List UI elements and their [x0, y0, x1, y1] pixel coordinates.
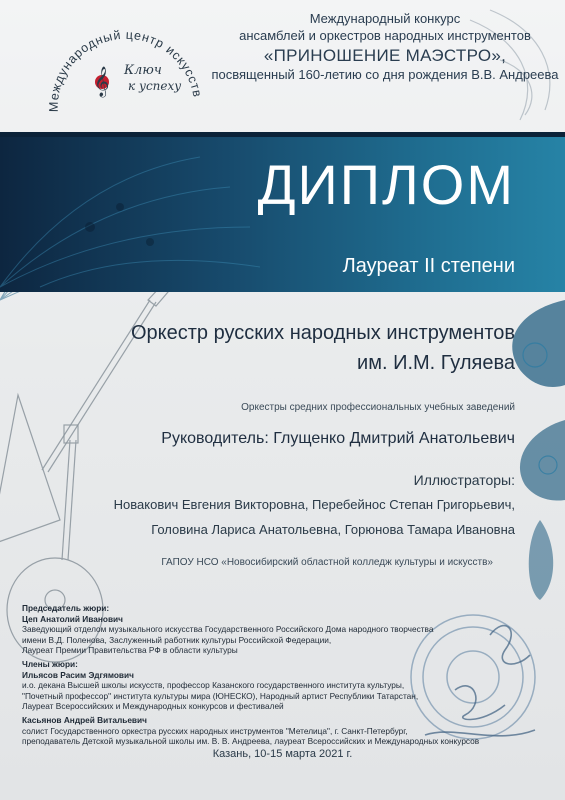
illustrators-line2: Головина Лариса Анатольевна, Горюнова Тамара Ивановна	[151, 522, 515, 537]
ornament-right-swirl	[512, 300, 565, 600]
orchestra-line2: им. И.М. Гуляева	[357, 352, 515, 374]
illustrators-heading: Иллюстраторы:	[413, 472, 515, 488]
treble-clef-icon	[94, 66, 109, 98]
chair-line1: Заведующий отделом музыкального искусства Государственного Российского Дома народного творчества	[22, 624, 434, 635]
logo	[36, 4, 216, 124]
leader: Руководитель: Глущенко Дмитрий Анатольевич	[161, 430, 515, 447]
chair-name: Цеп Анатолий Иванович	[22, 613, 123, 624]
member2-name: Касьянов Андрей Витальевич	[22, 714, 147, 725]
member2-line1: солист Государственного оркестра русских народных инструментов "Метелица", г. Санкт-Петербург,	[22, 725, 408, 736]
place-date: Казань, 10-15 марта 2021 г.	[212, 748, 353, 760]
orchestra-line1: Оркестр русских народных инструментов	[130, 322, 515, 344]
chair-heading: Председатель жюри:	[22, 603, 110, 613]
laureate-degree: Лауреат II степени	[342, 255, 515, 277]
header-line1: Международный конкурс	[309, 11, 461, 26]
chair-line3: Лауреат Премии Правительства РФ в области культуры	[22, 645, 238, 656]
member1-name: Ильясов Расим Эдгямович	[22, 669, 134, 680]
member2-line2: преподаватель Детской музыкальной школы им. В. В. Андреева, лауреат Всероссийских и Международных конкурсов	[22, 736, 480, 747]
orchestra-name	[35, 318, 515, 378]
diploma-title: ДИПЛОМ	[257, 153, 515, 216]
header-line2: ансамблей и оркестров народных инструментов	[239, 28, 531, 43]
svg-text:𝄞: 𝄞	[94, 67, 110, 97]
members-heading: Члены жюри:	[22, 658, 78, 669]
contest-header	[210, 10, 560, 83]
contest-name: «ПРИНОШЕНИЕ МАЭСТРО»,	[263, 46, 507, 65]
chair-line2: имени В.Д. Поленова, Заслуженный работник культуры Российской Федерации,	[22, 634, 332, 645]
illustrators-line1: Новакович Евгения Викторовна, Перебейнос Степан Григорьевич,	[113, 497, 515, 512]
member1-line3: Лауреат Всероссийских и Международных конкурсов и фестивалей	[22, 701, 284, 712]
header-line4: посвященный 160-летию со дня рождения В.В. Андреева	[211, 67, 559, 82]
member1-line1: и.о. декана Высшей школы искусств, профессор Казанского государственного института культуры,	[22, 680, 405, 691]
logo-script-2: к успеху	[128, 79, 182, 93]
logo-script-1: Ключ	[124, 63, 162, 78]
organization: ГАПОУ НСО «Новосибирский областной колледж культуры и искусств»	[161, 557, 493, 568]
jury-section	[22, 603, 502, 747]
member1-line2: "Почетный профессор" института культуры мира (ЮНЕСКО), Народный артист Республики Татарстан,	[22, 690, 419, 701]
category: Оркестры средних профессиональных учебных заведений	[241, 402, 515, 413]
logo-arc-text: Международный центр искусств	[46, 27, 205, 113]
